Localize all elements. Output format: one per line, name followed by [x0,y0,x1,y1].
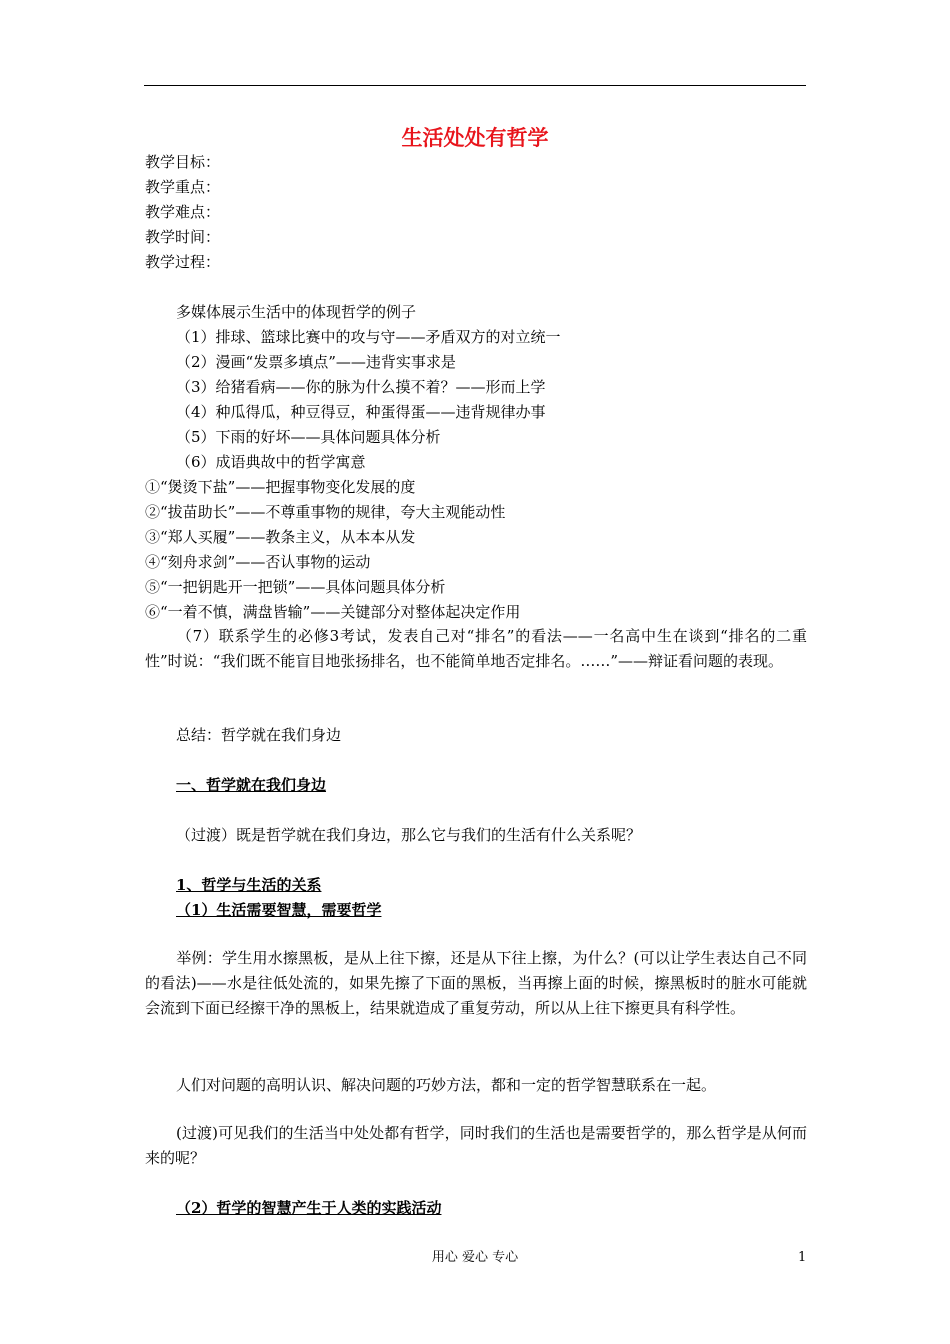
example-item: （3）给猪看病——你的脉为什么摸不着？——形而上学 [176,378,546,396]
summary-line: 总结：哲学就在我们身边 [176,726,342,744]
idiom-item: ③“郑人买履”——教条主义，从本本从发 [145,528,416,546]
label-process: 教学过程： [145,253,221,271]
example-item: （5）下雨的好坏——具体问题具体分析 [176,428,441,446]
example-item: （2）漫画“发票多填点”——违背实事求是 [176,353,456,371]
wisdom-line: 人们对问题的高明认识、解决问题的巧妙方法，都和一定的哲学智慧联系在一起。 [176,1076,717,1094]
label-time: 教学时间： [145,228,221,246]
transition-paragraph-text: (过渡)可见我们的生活当中处处都有哲学，同时我们的生活也是需要哲学的，那么哲学是从何而来的呢？ [145,1124,807,1167]
example-7-text: （7）联系学生的必修3考试，发表自己对“排名”的看法——一名高中生在谈到“排名的二重性”时说：“我们既不能盲目地张扬排名，也不能简单地否定排名。……”——辩证看问题的表现。 [145,627,807,670]
example-paragraph [145,946,807,1021]
header-rule [144,85,806,86]
label-objectives: 教学目标： [145,153,221,171]
idiom-item: ④“刻舟求剑”——否认事物的运动 [145,553,371,571]
subsection-heading: （2）哲学的智慧产生于人类的实践活动 [176,1199,442,1217]
example-item: （1）排球、篮球比赛中的攻与守——矛盾双方的对立统一 [176,328,561,346]
transition-line: （过渡）既是哲学就在我们身边，那么它与我们的生活有什么关系呢？ [176,826,642,844]
example-paragraph-text: 举例：学生用水擦黑板，是从上往下擦，还是从下往上擦，为什么？(可以让学生表达自己不同的看法)——水是往低处流的，如果先擦了下面的黑板，当再擦上面的时候，擦黑板时的脏水可能就会流到下面已经擦干净的黑板上，结果就造成了重复劳动，所以从上往下擦更具有科学性。 [145,949,807,1017]
page-footer: 用心 爱心 专心 [431,1250,519,1265]
idiom-item: ②“拔苗助长”——不尊重事物的规律，夸大主观能动性 [145,503,506,521]
label-difficulties: 教学难点： [145,203,221,221]
subsection-heading: 1、哲学与生活的关系 [176,876,322,894]
transition-paragraph [145,1121,807,1171]
section-heading: 一、哲学就在我们身边 [176,776,327,794]
label-key-points: 教学重点： [145,178,221,196]
idiom-item: ①“煲烫下盐”——把握事物变化发展的度 [145,478,416,496]
intro-line: 多媒体展示生活中的体现哲学的例子 [176,303,417,321]
example-item: （6）成语典故中的哲学寓意 [176,453,366,471]
document-title: 生活处处有哲学 [401,125,549,150]
subsection-heading: （1）生活需要智慧，需要哲学 [176,901,382,919]
page-number: 1 [798,1250,807,1265]
idiom-item: ⑤“一把钥匙开一把锁”——具体问题具体分析 [145,578,446,596]
example-item: （4）种瓜得瓜，种豆得豆，种蛋得蛋——违背规律办事 [176,403,546,421]
example-7-paragraph [145,624,807,674]
idiom-item: ⑥“一着不慎，满盘皆输”——关键部分对整体起决定作用 [145,603,521,621]
